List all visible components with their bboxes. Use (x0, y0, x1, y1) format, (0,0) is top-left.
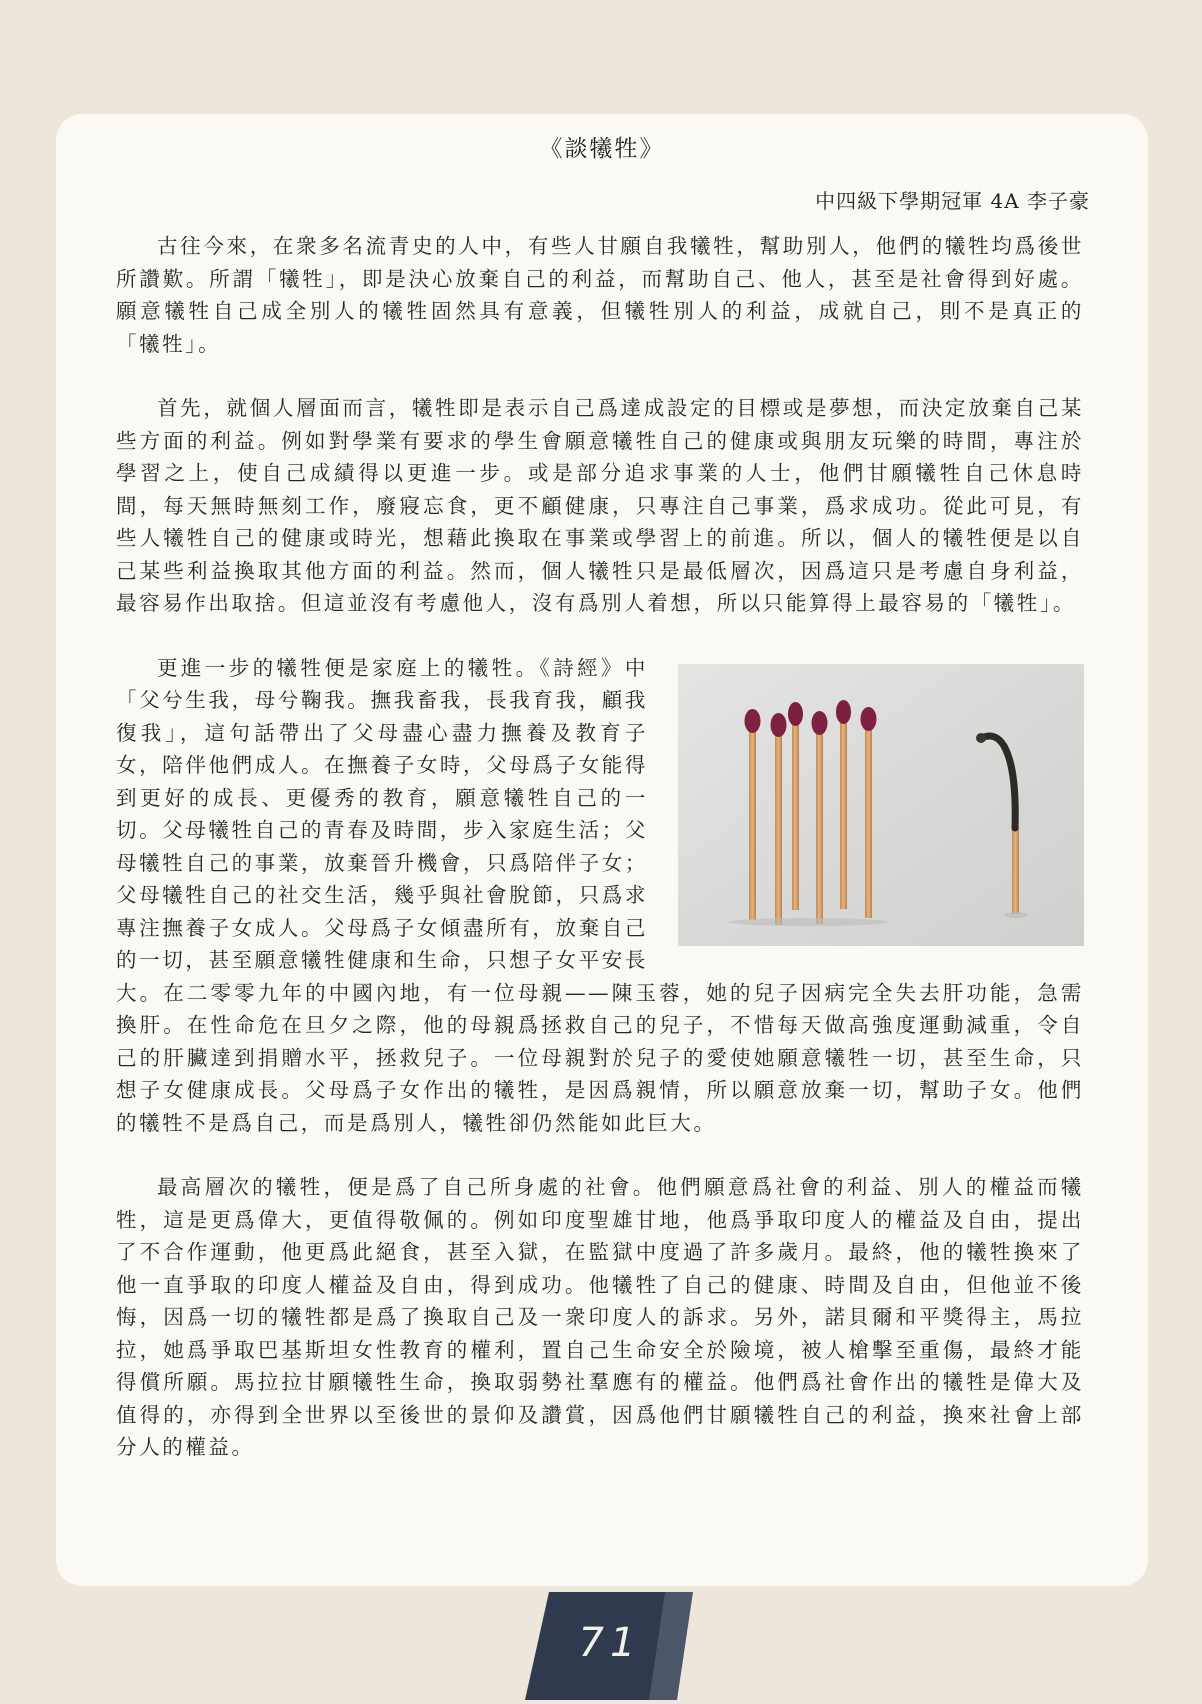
page-number-tab (525, 1592, 695, 1700)
paragraph-personal: 首先，就個人層面而言，犧牲即是表示自己爲達成設定的目標或是夢想，而決定放棄自己某些方面的利益。例如對學業有要求的學生會願意犧牲自己的健康或與朋友玩樂的時間，專注於學習之上，使自己成績得以更進一步。或是部分追求事業的人士，他們甘願犧牲自己休息時間，每天無時無刻工作，廢寢忘食，更不顧健康，只專注自己事業，爲求成功。從此可見，有些人犧牲自己的健康或時光，想藉此換取在事業或學習上的前進。所以，個人的犧牲便是以自己某些利益換取其他方面的利益。然而，個人犧牲只是最低層次，因爲這只是考慮自身利益，最容易作出取捨。但這並沒有考慮他人，沒有爲別人着想，所以只能算得上最容易的「犧牲」。 (116, 396, 1084, 615)
article-body (116, 230, 1084, 1464)
matches-photo (678, 664, 1084, 946)
page-number: 71 (578, 1620, 642, 1666)
paragraph-intro: 古往今來，在衆多名流青史的人中，有些人甘願自我犧牲，幫助別人，他們的犧牲均爲後世所讚歎。所謂「犧牲」，即是決心放棄自己的利益，而幫助自己、他人，甚至是社會得到好處。願意犧牲自己成全別人的犧牲固然具有意義，但犧牲別人的利益，成就自己，則不是真正的「犧牲」。 (116, 234, 1084, 356)
article-card (56, 114, 1148, 1586)
paragraph-society: 最高層次的犧牲，便是爲了自己所身處的社會。他們願意爲社會的利益、別人的權益而犧牲，這是更爲偉大，更值得敬佩的。例如印度聖雄甘地，他爲爭取印度人的權益及自由，提出了不合作運動，他更爲此絕食，甚至入獄，在監獄中度過了許多歲月。最終，他的犧牲換來了他一直爭取的印度人權益及自由，得到成功。他犧牲了自己的健康、時間及自由，但他並不後悔，因爲一切的犧牲都是爲了換取自己及一衆印度人的訴求。另外，諾貝爾和平獎得主，馬拉拉，她爲爭取巴基斯坦女性教育的權利，置自己生命安全於險境，被人槍擊至重傷，最終才能得償所願。馬拉拉甘願犧牲生命，換取弱勢社羣應有的權益。他們爲社會作出的犧牲是偉大及值得的，亦得到全世界以至後世的景仰及讚賞，因爲他們甘願犧牲自己的利益，換來社會上部分人的權益。 (116, 1175, 1084, 1459)
paragraph-family (116, 652, 1084, 1140)
article-title: 《談犧牲》 (539, 136, 665, 162)
author-byline: 中四級下學期冠軍 4A 李子豪 (815, 189, 1090, 213)
paragraph-family-text: 更進一步的犧牲便是家庭上的犧牲。《詩經》中「父兮生我，母兮鞠我。撫我畜我，長我育我，顧我復我」，這句話帶出了父母盡心盡力撫養及教育子女，陪伴他們成人。在撫養子女時，父母爲子女能得到更好的成長、更優秀的教育，願意犧牲自己的一切。父母犧牲自己的青春及時間，步入家庭生活；父母犧牲自己的事業，放棄晉升機會，只爲陪伴子女；父母犧牲自己的社交生活，幾乎與社會脫節，只爲求專注撫養子女成人。父母爲子女傾盡所有，放棄自己的一切，甚至願意犧牲健康和生命，只想子女平安長大。在二零零九年的中國內地，有一位母親——陳玉蓉，她的兒子因病完全失去肝功能，急需換肝。在性命危在旦夕之際，他的母親爲拯救自己的兒子，不惜每天做高強度運動減重，令自己的肝臟達到捐贈水平，拯救兒子。一位母親對於兒子的愛使她願意犧牲一切，甚至生命，只想子女健康成長。父母爲子女作出的犧牲，是因爲親情，所以願意放棄一切，幫助子女。他們的犧牲不是爲自己，而是爲別人，犧牲卻仍然能如此巨大。 (116, 655, 1084, 1135)
